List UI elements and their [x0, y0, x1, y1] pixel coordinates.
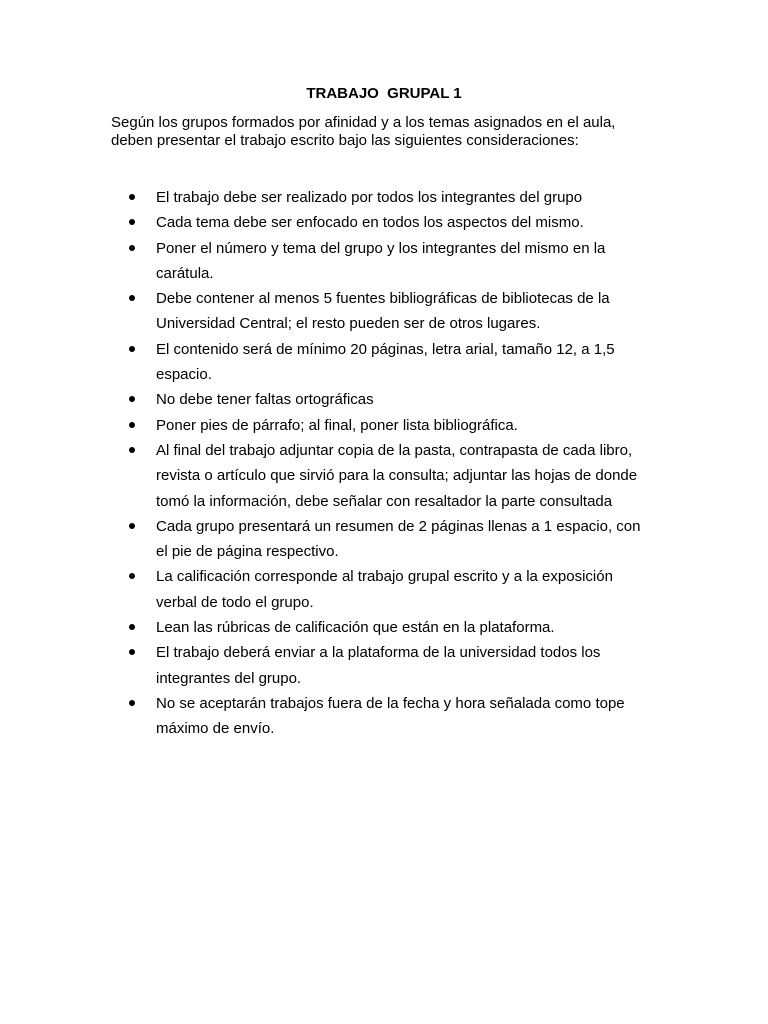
bullet-icon	[129, 295, 135, 301]
list-item-text: El trabajo deberá enviar a la plataforma de la universidad todos los	[156, 644, 601, 662]
list-item-text: No se aceptarán trabajos fuera de la fecha y hora señalada como tope	[156, 694, 625, 712]
list-item	[129, 691, 689, 742]
bullet-icon	[129, 396, 135, 402]
requirements-list	[129, 185, 689, 742]
intro-line: Según los grupos formados por afinidad y a los temas asignados en el aula,	[111, 114, 616, 131]
list-item-text: máximo de envío.	[156, 720, 275, 738]
list-item-text: Debe contener al menos 5 fuentes bibliográficas de bibliotecas de la	[156, 290, 610, 308]
list-item-text: La calificación corresponde al trabajo grupal escrito y a la exposición	[156, 568, 613, 586]
list-item-text: El contenido será de mínimo 20 páginas, letra arial, tamaño 12, a 1,5	[156, 340, 615, 358]
list-item	[129, 236, 689, 287]
list-item	[129, 286, 689, 337]
list-item	[129, 413, 689, 438]
bullet-icon	[129, 245, 135, 251]
bullet-icon	[129, 624, 135, 630]
list-item-text: el pie de página respectivo.	[156, 543, 339, 561]
list-item	[129, 210, 689, 235]
bullet-icon	[129, 346, 135, 352]
bullet-icon	[129, 219, 135, 225]
list-item-text: verbal de todo el grupo.	[156, 593, 314, 611]
list-item-text: El trabajo debe ser realizado por todos los integrantes del grupo	[156, 189, 583, 206]
list-item-text: No debe tener faltas ortográficas	[156, 391, 374, 409]
list-item-text: Poner pies de párrafo; al final, poner lista bibliográfica.	[156, 416, 518, 434]
bullet-icon	[129, 447, 135, 453]
document-title: TRABAJO GRUPAL 1	[306, 85, 462, 102]
bullet-icon	[129, 573, 135, 579]
list-item-text: revista o artículo que sirvió para la consulta; adjuntar las hojas de donde	[156, 467, 638, 485]
list-item	[129, 438, 689, 514]
list-item-text: tomó la información, debe señalar con resaltador la parte consultada	[156, 492, 613, 510]
bullet-icon	[129, 194, 135, 200]
bullet-icon	[129, 649, 135, 655]
list-item	[129, 387, 689, 412]
list-item	[129, 564, 689, 615]
bullet-icon	[129, 523, 135, 529]
bullet-icon	[129, 422, 135, 428]
list-item-text: Cada tema debe ser enfocado en todos los aspectos del mismo.	[156, 214, 584, 232]
intro-line: deben presentar el trabajo escrito bajo las siguientes consideraciones:	[111, 132, 579, 149]
list-item	[129, 615, 689, 640]
list-item-text: Al final del trabajo adjuntar copia de la pasta, contrapasta de cada libro,	[156, 441, 633, 459]
bullet-icon	[129, 700, 135, 706]
list-item-text: integrantes del grupo.	[156, 669, 302, 687]
intro-paragraph	[111, 114, 671, 150]
list-item	[129, 640, 689, 691]
list-item	[129, 337, 689, 388]
list-item-text: Universidad Central; el resto pueden ser de otros lugares.	[156, 315, 541, 333]
list-item-text: carátula.	[156, 264, 214, 282]
list-item-text: Cada grupo presentará un resumen de 2 páginas llenas a 1 espacio, con	[156, 517, 641, 535]
list-item	[129, 514, 689, 565]
list-item-text: espacio.	[156, 366, 212, 384]
list-item	[129, 185, 689, 210]
list-item-text: Poner el número y tema del grupo y los integrantes del mismo en la	[156, 239, 606, 257]
list-item-text: Lean las rúbricas de calificación que están en la plataforma.	[156, 619, 555, 637]
